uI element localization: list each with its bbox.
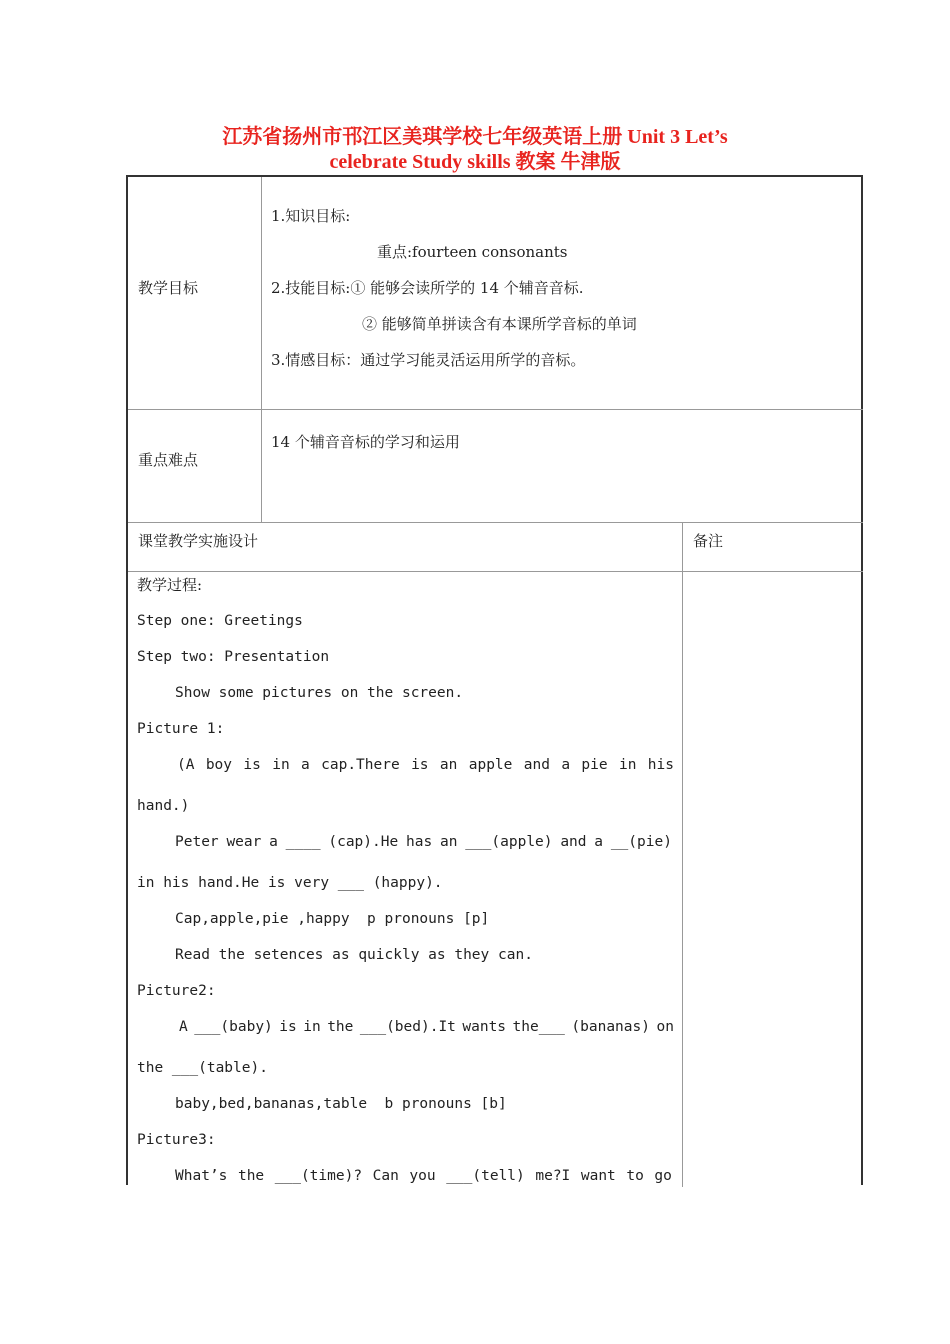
picture-3-label: Picture3: xyxy=(137,1132,216,1148)
column-divider xyxy=(682,522,683,1187)
objective-skill-2: ② 能够简单拼读含有本课所学音标的单词 xyxy=(362,315,637,333)
objective-skill-1: 2.技能目标:① 能够会读所学的 14 个辅音音标. xyxy=(271,279,584,297)
picture-1-description: (A boy is in a cap.There is an apple and a pie in his xyxy=(177,757,674,773)
lesson-plan-table xyxy=(126,175,863,1185)
process-heading: 教学过程: xyxy=(137,576,203,594)
picture-1-description-end: hand.) xyxy=(137,798,190,814)
picture-2-fill-blank-end: the ___(table). xyxy=(137,1060,268,1076)
picture-3-fill-blank: What’s the ___(time)? Can you ___(tell) me?I want to go xyxy=(175,1168,672,1184)
notes-header: 备注 xyxy=(693,532,724,550)
key-points-label: 重点难点 xyxy=(138,451,199,469)
row-divider xyxy=(128,571,863,572)
picture-2-words: baby,bed,bananas,table b pronouns [b] xyxy=(175,1096,507,1112)
key-points-content: 14 个辅音音标的学习和运用 xyxy=(271,433,460,451)
objective-key-point: 重点:fourteen consonants xyxy=(377,243,568,261)
row-divider xyxy=(128,409,863,410)
objectives-label: 教学目标 xyxy=(138,279,199,297)
picture-1-words: Cap,apple,pie ,happy p pronouns [p] xyxy=(175,911,490,927)
picture-1-label: Picture 1: xyxy=(137,721,225,737)
document-title-line-1: 江苏省扬州市邗江区美琪学校七年级英语上册 Unit 3 Let’s xyxy=(222,126,728,148)
document-title-line-2: celebrate Study skills 教案 牛津版 xyxy=(329,151,621,173)
picture-2-fill-blank: A ___(baby) is in the ___(bed).It wants the___ (bananas) on xyxy=(179,1019,674,1035)
step-one: Step one: Greetings xyxy=(137,613,303,629)
objective-emotion: 3.情感目标：通过学习能灵活运用所学的音标。 xyxy=(271,351,586,369)
design-header: 课堂教学实施设计 xyxy=(138,532,259,550)
objective-knowledge: 1.知识目标: xyxy=(271,207,351,225)
picture-2-label: Picture2: xyxy=(137,983,216,999)
show-pictures: Show some pictures on the screen. xyxy=(175,685,464,701)
read-instruction: Read the setences as quickly as they can. xyxy=(175,947,533,963)
step-two: Step two: Presentation xyxy=(137,649,330,665)
picture-1-fill-blank: Peter wear a ____ (cap).He has an ___(apple) and a __(pie) xyxy=(175,834,672,850)
picture-1-fill-blank-end: in his hand.He is very ___ (happy). xyxy=(137,875,443,891)
row-divider xyxy=(128,522,863,523)
column-divider xyxy=(261,177,262,522)
